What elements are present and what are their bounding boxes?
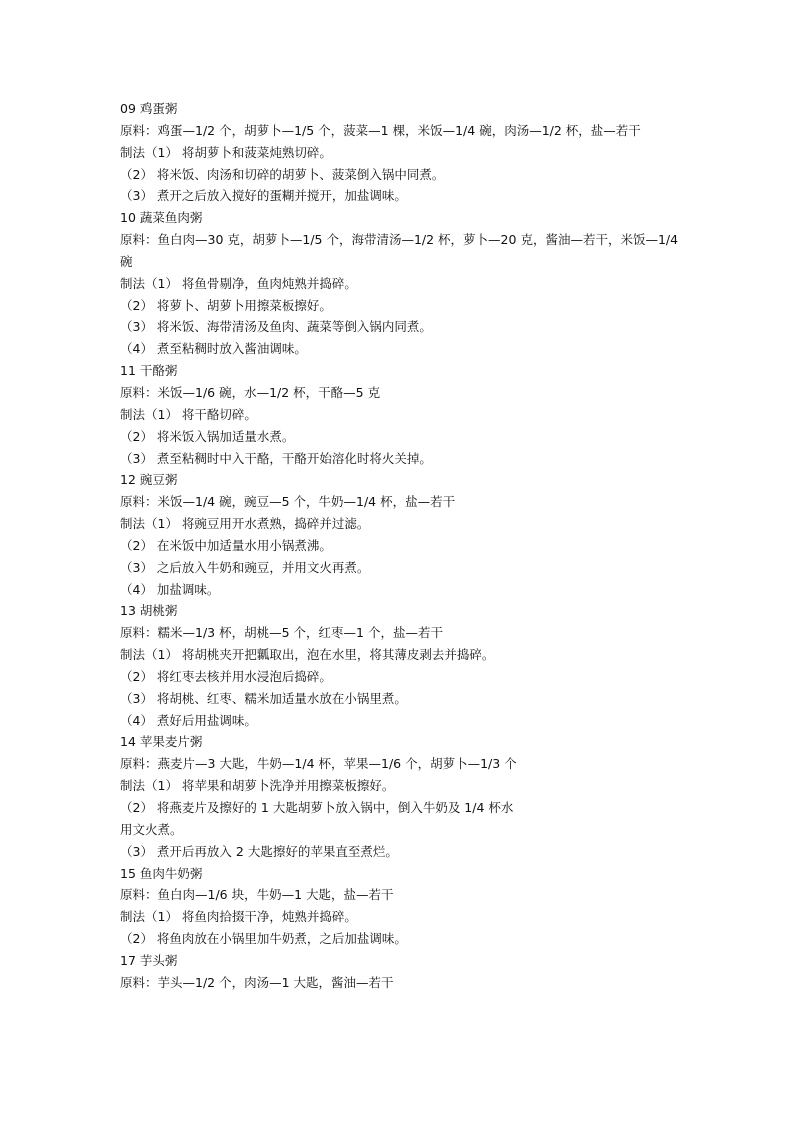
recipe-step: （2） 将米饭、肉汤和切碎的胡萝卜、菠菜倒入锅中同煮。 bbox=[120, 166, 445, 182]
recipe-step: （2） 将米饭入锅加适量水煮。 bbox=[120, 428, 295, 444]
recipe-title: 11 干酪粥 bbox=[120, 363, 178, 379]
recipe-title: 17 芋头粥 bbox=[120, 952, 178, 968]
recipe-step: （3） 将胡桃、红枣、糯米加适量水放在小锅里煮。 bbox=[120, 690, 407, 706]
recipe-step: （2） 在米饭中加适量水用小锅煮沸。 bbox=[120, 537, 332, 553]
recipe-step: （2） 将鱼肉放在小锅里加牛奶煮，之后加盐调味。 bbox=[120, 931, 407, 947]
recipe-title: 13 胡桃粥 bbox=[120, 603, 178, 619]
recipe-ingredients: 原料：鱼白肉—1/6 块，牛奶—1 大匙，盐—若干 bbox=[120, 887, 394, 903]
recipe-step: 制法（1） 将干酪切碎。 bbox=[120, 406, 257, 422]
recipe-step: （2） 将萝卜、胡萝卜用擦菜板擦好。 bbox=[120, 297, 332, 313]
recipe-title: 09 鸡蛋粥 bbox=[120, 101, 178, 116]
recipe-title: 14 苹果麦片粥 bbox=[120, 734, 203, 750]
recipe-ingredients: 原料：米饭—1/4 碗，豌豆—5 个，牛奶—1/4 杯，盐—若干 bbox=[120, 494, 456, 510]
recipe-step: 制法（1） 将胡桃夹开把瓤取出，泡在水里，将其薄皮剥去并捣碎。 bbox=[120, 647, 495, 663]
recipe-step: 制法（1） 将鱼肉拾掇干净，炖熟并捣碎。 bbox=[120, 909, 357, 925]
recipe-step: （3） 煮至粘稠时中入干酪，干酪开始溶化时将火关掉。 bbox=[120, 450, 432, 466]
recipe-step: 制法（1） 将鱼骨剔净，鱼肉炖熟并捣碎。 bbox=[120, 275, 357, 291]
recipe-step: 制法（1） 将胡萝卜和菠菜炖熟切碎。 bbox=[120, 144, 332, 160]
recipe-step: 用文火煮。 bbox=[120, 821, 183, 837]
recipe-step: （3） 煮开后再放入 2 大匙擦好的苹果直至煮烂。 bbox=[120, 843, 398, 859]
recipe-step: （2） 将燕麦片及擦好的 1 大匙胡萝卜放入锅中，倒入牛奶及 1/4 杯水 bbox=[120, 800, 514, 815]
recipe-text-body bbox=[120, 98, 683, 994]
recipe-step: （4） 煮至粘稠时放入酱油调味。 bbox=[120, 341, 307, 357]
recipe-title: 12 豌豆粥 bbox=[120, 472, 178, 488]
recipe-ingredients: 原料：米饭—1/6 碗，水—1/2 杯，干酪—5 克 bbox=[120, 384, 381, 400]
recipe-ingredients: 原料：芋头—1/2 个，肉汤—1 大匙，酱油—若干 bbox=[120, 974, 394, 990]
recipe-title: 10 蔬菜鱼肉粥 bbox=[120, 210, 203, 226]
recipe-ingredients: 原料：燕麦片—3 大匙，牛奶—1/4 杯，苹果—1/6 个，胡萝卜—1/3 个 bbox=[120, 756, 517, 772]
recipe-ingredients: 原料：糯米—1/3 杯，胡桃—5 个，红枣—1 个，盐—若干 bbox=[120, 625, 443, 641]
recipe-step: （2） 将红枣去核并用水浸泡后捣碎。 bbox=[120, 668, 332, 684]
recipe-title: 15 鱼肉牛奶粥 bbox=[120, 865, 203, 881]
recipe-step: 制法（1） 将苹果和胡萝卜洗净并用擦菜板擦好。 bbox=[120, 778, 395, 794]
recipe-step: （4） 煮好后用盐调味。 bbox=[120, 712, 257, 728]
recipe-step: （4） 加盐调味。 bbox=[120, 581, 220, 597]
recipe-ingredients: 原料：鸡蛋—1/2 个，胡萝卜—1/5 个，菠菜—1 棵，米饭—1/4 碗，肉汤—1/2 杯，盐—若干 bbox=[120, 122, 641, 138]
recipe-step: （3） 将米饭、海带清汤及鱼肉、蔬菜等倒入锅内同煮。 bbox=[120, 319, 432, 335]
recipe-step: （3） 之后放入牛奶和豌豆，并用文火再煮。 bbox=[120, 559, 370, 575]
recipe-step: 制法（1） 将豌豆用开水煮熟，捣碎并过滤。 bbox=[120, 516, 370, 532]
recipe-step: （3） 煮开之后放入搅好的蛋糊并搅开，加盐调味。 bbox=[120, 188, 407, 204]
recipe-ingredients: 原料：鱼白肉—30 克，胡萝卜—1/5 个，海带清汤—1/2 杯，萝卜—20 克，酱油—若干，米饭—1/4 碗 bbox=[120, 232, 683, 269]
